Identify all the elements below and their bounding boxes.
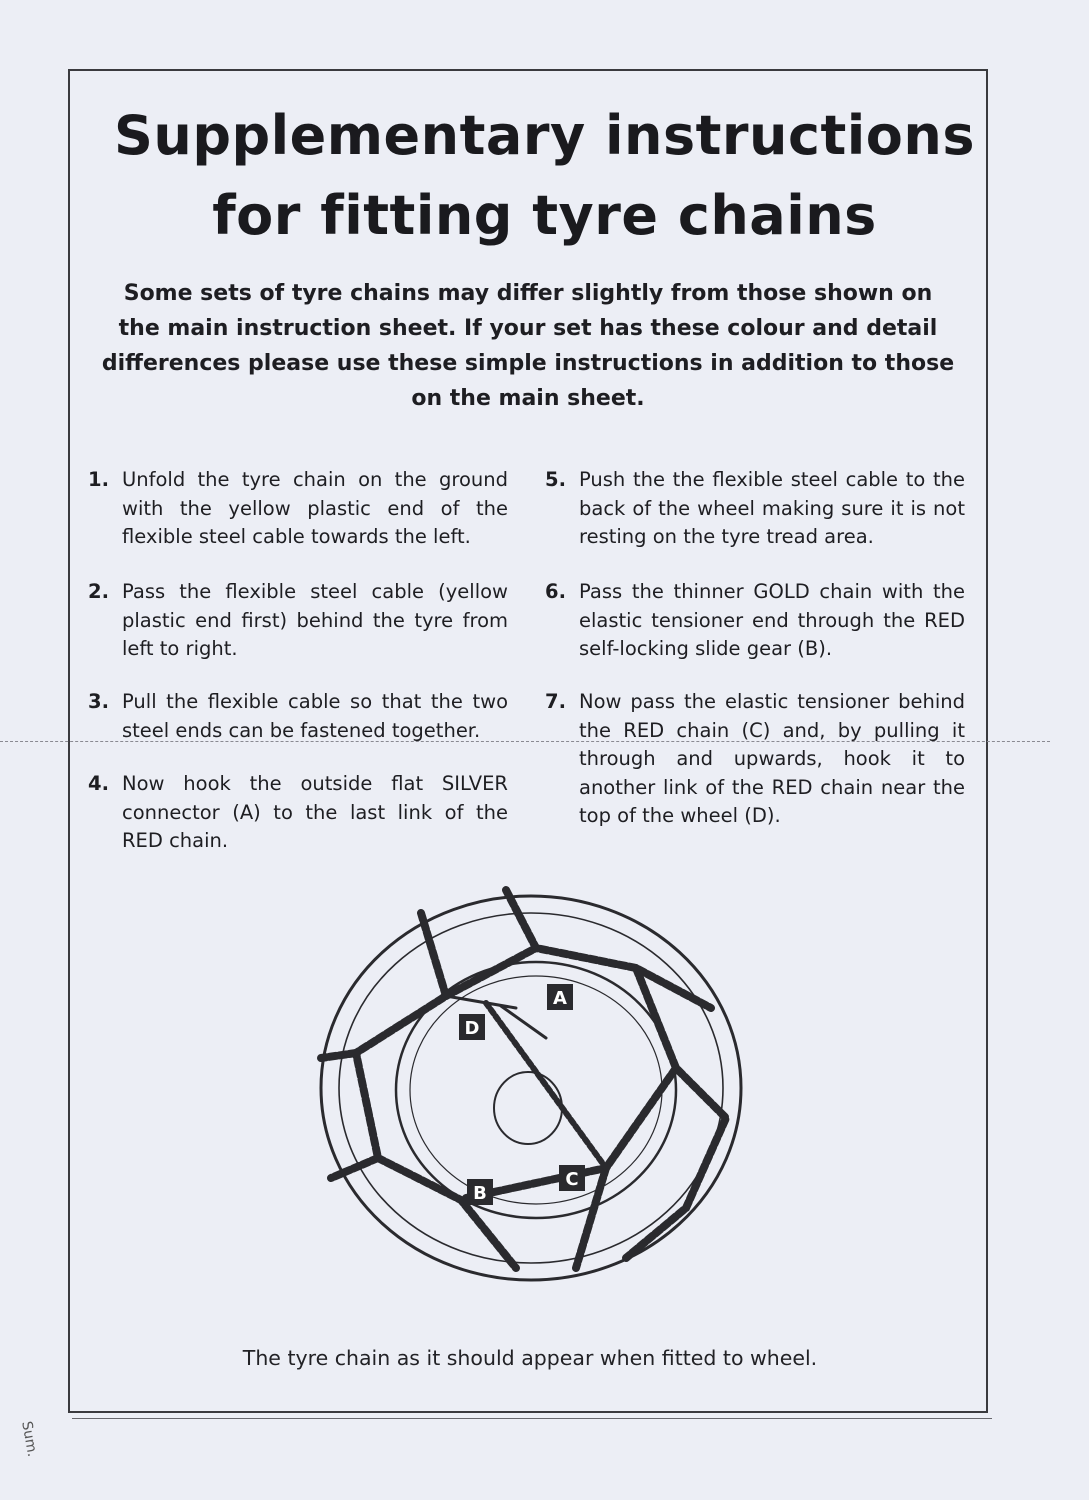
step-text: Now pass the elastic tensioner behind the RED chain (C) and, by pulling it through and upwards, hook it to another link of the RED chain near the top of the wheel (D).: [579, 690, 965, 827]
step-number: 1.: [88, 468, 109, 491]
label-b-text: B: [473, 1183, 487, 1204]
step-number: 7.: [545, 690, 566, 713]
diagram-caption: The tyre chain as it should appear when fitted to wheel.: [242, 1346, 818, 1370]
step-3: [88, 688, 508, 770]
step-text: Pass the thinner GOLD chain with the elastic tensioner end through the RED self-locking slide gear (B).: [579, 580, 965, 660]
step-number: 4.: [88, 772, 109, 795]
label-b: [467, 1179, 493, 1205]
label-d-text: D: [464, 1018, 480, 1039]
intro-paragraph: Some sets of tyre chains may differ slightly from those shown on the main instruction sheet. If your set has these colour and detail differences please use these simple instructions in addition to those on the main sheet.: [101, 281, 955, 411]
corner-mark: Sum.: [18, 1420, 41, 1459]
page-title: [0, 96, 1089, 256]
bottom-rule: [72, 1418, 992, 1419]
step-6: [545, 578, 965, 688]
step-text: Push the the flexible steel cable to the back of the wheel making sure it is not resting on the tyre tread area.: [579, 468, 965, 548]
steps-column-left: [88, 466, 508, 856]
step-1: [88, 466, 508, 578]
step-number: 5.: [545, 468, 566, 491]
title-line-1: Supplementary instructions: [114, 104, 975, 167]
step-number: 2.: [88, 580, 109, 603]
title-line-2: for fitting tyre chains: [212, 184, 877, 247]
tyre-chain-diagram: [306, 878, 756, 1288]
label-c-text: C: [565, 1169, 579, 1190]
label-d: [459, 1014, 485, 1040]
label-a: [547, 984, 573, 1010]
step-number: 6.: [545, 580, 566, 603]
step-7: [545, 688, 965, 831]
label-a-text: A: [553, 988, 567, 1009]
step-text: Unfold the tyre chain on the ground with the yellow plastic end of the flexible steel cable towards the left.: [122, 468, 508, 548]
step-5: [545, 466, 965, 578]
steps-column-right: [545, 466, 965, 831]
step-number: 3.: [88, 690, 109, 713]
step-text: Now hook the outside flat SILVER connector (A) to the last link of the RED chain.: [122, 772, 508, 852]
step-text: Pull the flexible cable so that the two steel ends can be fastened together.: [122, 690, 508, 742]
step-4: [88, 770, 508, 856]
label-c: [559, 1165, 585, 1191]
step-2: [88, 578, 508, 688]
step-text: Pass the flexible steel cable (yellow plastic end first) behind the tyre from left to right.: [122, 580, 508, 660]
fold-line: [0, 741, 1050, 743]
